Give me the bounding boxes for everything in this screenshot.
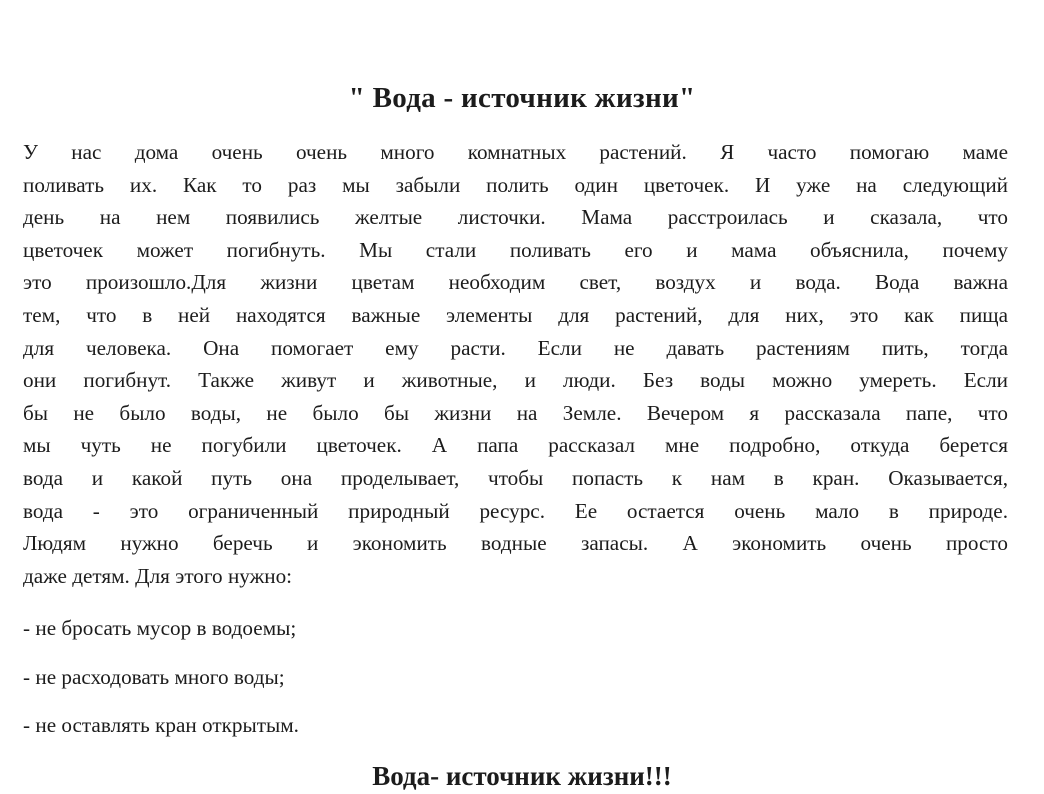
paragraph-line: даже детям. Для этого нужно:: [23, 563, 293, 588]
paragraph-line: поливать их. Как то раз мы забыли полить один цветочек. И уже на следующий: [23, 172, 1008, 197]
body-paragraph: [23, 136, 1008, 592]
paragraph-line: это произошло.Для жизни цветам необходим свет, воздух и вода. Вода важна: [23, 270, 1008, 295]
paragraph-line: они погибнут. Также живут и животные, и люди. Без воды можно умереть. Если: [23, 368, 1008, 393]
list-item: - не расходовать много воды;: [23, 664, 285, 689]
paragraph-line: цветочек может погибнуть. Мы стали поливать его и мама объяснила, почему: [23, 237, 1008, 262]
paragraph-line: Людям нужно беречь и экономить водные запасы. А экономить очень просто: [23, 531, 1008, 556]
bullet-list: [23, 612, 1008, 758]
paragraph-line: день на нем появились желтые листочки. Мама расстроилась и сказала, что: [23, 205, 1008, 230]
paragraph-line: тем, что в ней находятся важные элементы для растений, для них, это как пища: [23, 302, 1008, 327]
paragraph-line: мы чуть не погубили цветочек. А папа рассказал мне подробно, откуда берется: [23, 433, 1008, 458]
document-title: " Вода - источник жизни": [348, 82, 696, 114]
closing-heading: Вода- источник жизни!!!: [372, 761, 672, 791]
paragraph-line: для человека. Она помогает ему расти. Если не давать растениям пить, тогда: [23, 335, 1008, 360]
paragraph-line: У нас дома очень очень много комнатных растений. Я часто помогаю маме: [23, 140, 1008, 164]
paragraph-line: бы не было воды, не было бы жизни на Земле. Вечером я рассказала папе, что: [23, 400, 1008, 425]
paragraph-line: вода - это ограниченный природный ресурс. Ее остается очень мало в природе.: [23, 498, 1008, 523]
paragraph-line: вода и какой путь она проделывает, чтобы попасть к нам в кран. Оказывается,: [23, 465, 1008, 490]
list-item: - не оставлять кран открытым.: [23, 713, 299, 737]
list-item: - не бросать мусор в водоемы;: [23, 616, 297, 640]
